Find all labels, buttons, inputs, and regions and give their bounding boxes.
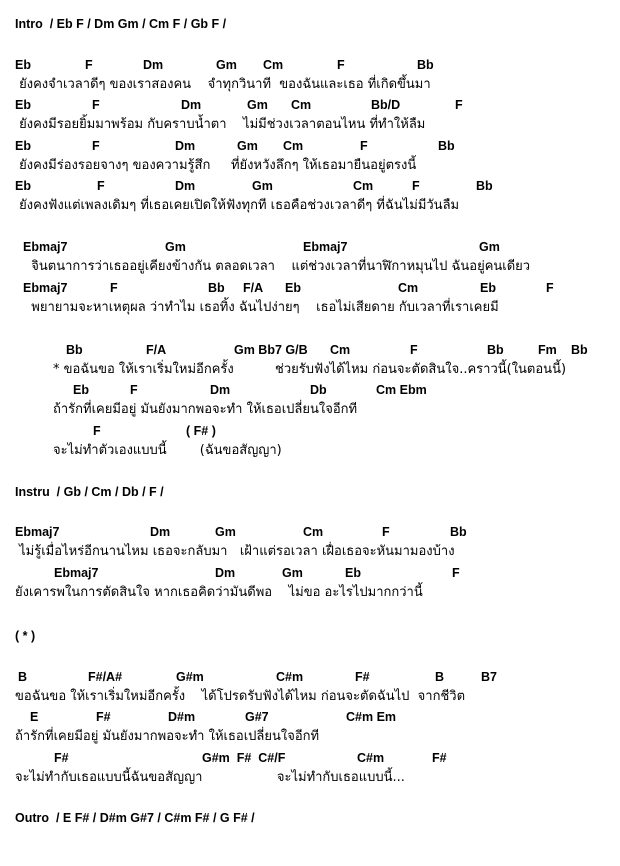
lyric-text: * ขอฉันขอ ให้เราเริ่มใหม่อีกครั้ง ช่วยรับฟังได้ไหม ก่อนจะตัดสินใจ..คราวนี้(ในตอนนี้) bbox=[53, 362, 567, 377]
chord: Dm bbox=[143, 58, 164, 72]
lyric-text: ยังคงมีรอยยิ้มมาพร้อม กับคราบน้ำตา ไม่มีช่วงเวลาตอนไหน ที่ทำให้ลืม bbox=[15, 117, 426, 132]
chord-line bbox=[0, 564, 620, 582]
outro-label: Outro / E F# / D#m G#7 / C#m F# / G F# / bbox=[15, 811, 255, 825]
chord: Cm bbox=[353, 179, 374, 193]
lyric-line bbox=[0, 361, 620, 379]
chord: G#m F# C#/F bbox=[202, 751, 286, 765]
chord-line bbox=[0, 177, 620, 195]
chord: Fm bbox=[538, 343, 557, 357]
chord: F bbox=[130, 383, 138, 397]
chord: F# bbox=[96, 710, 111, 724]
chord: Gm bbox=[215, 525, 236, 539]
chord: Cm bbox=[291, 98, 312, 112]
chord: Cm bbox=[398, 281, 419, 295]
chord: Bb bbox=[438, 139, 455, 153]
chord: C#m bbox=[357, 751, 385, 765]
chord: Gm bbox=[216, 58, 237, 72]
chord: Cm bbox=[330, 343, 351, 357]
intro-line bbox=[0, 15, 620, 33]
chord: Eb bbox=[15, 179, 31, 193]
chord: Gm bbox=[282, 566, 303, 580]
chord-line bbox=[0, 238, 620, 256]
chord: F# bbox=[54, 751, 69, 765]
lyric-text: ไม่รู้เมื่อไหร่อีกนานไหม เธอจะกลับมา เฝ้าแต่รอเวลา เฝื่อเธอจะหันมามองบ้าง bbox=[15, 544, 455, 559]
chord: F/A bbox=[243, 281, 264, 295]
chord: Eb bbox=[15, 58, 31, 72]
chord: Dm bbox=[181, 98, 202, 112]
chord: Cm bbox=[283, 139, 304, 153]
chord: B bbox=[435, 670, 445, 684]
lyric-line bbox=[0, 299, 620, 317]
chord: Eb bbox=[15, 139, 31, 153]
chord: F bbox=[85, 58, 93, 72]
chord: F#/A# bbox=[88, 670, 123, 684]
chord: Eb bbox=[73, 383, 89, 397]
chord: Dm bbox=[175, 139, 196, 153]
chord: Eb bbox=[480, 281, 496, 295]
chord: Gm bbox=[165, 240, 186, 254]
chord: ( F# ) bbox=[186, 424, 216, 438]
lyric-text: จะไม่ทำตัวเองแบบนี้ (ฉันขอสัญญา) bbox=[53, 443, 282, 458]
lyric-line bbox=[0, 688, 620, 706]
lyric-line bbox=[0, 769, 620, 787]
chord-line bbox=[0, 137, 620, 155]
chord: F bbox=[410, 343, 418, 357]
chord: Bb bbox=[487, 343, 504, 357]
chord: F bbox=[455, 98, 463, 112]
chord: Bb bbox=[450, 525, 467, 539]
lyric-line bbox=[0, 76, 620, 94]
chord: G#7 bbox=[245, 710, 269, 724]
chord: Eb bbox=[345, 566, 361, 580]
lyric-line bbox=[0, 543, 620, 561]
lyric-text: พยายามจะหาเหตุผล ว่าทำไม เธอทิ้ง ฉันไปง่ายๆ เธอไม่เสียดาย กับเวลาที่เราเคยมี bbox=[23, 300, 499, 315]
chord: Ebmaj7 bbox=[15, 525, 60, 539]
chord-line bbox=[0, 708, 620, 726]
chord: Ebmaj7 bbox=[23, 240, 68, 254]
chord: F bbox=[97, 179, 105, 193]
chord: F bbox=[382, 525, 390, 539]
chord-line bbox=[0, 381, 620, 399]
chord: F bbox=[546, 281, 554, 295]
lyric-line bbox=[0, 258, 620, 276]
chord: F# bbox=[432, 751, 447, 765]
repeat-marker-line bbox=[0, 627, 620, 645]
chord: Bb bbox=[66, 343, 83, 357]
chord: B bbox=[18, 670, 28, 684]
chord: Db bbox=[310, 383, 327, 397]
chord-line bbox=[0, 279, 620, 297]
chord: F bbox=[92, 139, 100, 153]
lyric-text: ยังคงมีร่องรอยจางๆ ของความรู้สึก ที่ยังหวังลึกๆ ให้เธอมายืนอยู่ตรงนี้ bbox=[15, 158, 417, 173]
chord: Gm bbox=[252, 179, 273, 193]
chord: Dm bbox=[210, 383, 231, 397]
chord-line bbox=[0, 341, 620, 359]
chord: Eb bbox=[285, 281, 301, 295]
chord: F/A bbox=[146, 343, 167, 357]
chord: D#m bbox=[168, 710, 196, 724]
chord: B7 bbox=[481, 670, 497, 684]
chord-line bbox=[0, 56, 620, 74]
instru-line bbox=[0, 483, 620, 501]
chord-line bbox=[0, 523, 620, 541]
chord: F bbox=[360, 139, 368, 153]
lyric-text: ยังคงฟังแต่เพลงเดิมๆ ที่เธอเคยเปิดให้ฟังทุกที เธอคือช่วงเวลาดีๆ ที่ฉันไม่มีวันลืม bbox=[15, 198, 460, 213]
chord-line bbox=[0, 749, 620, 767]
lyric-line bbox=[0, 401, 620, 419]
chord-line bbox=[0, 96, 620, 114]
chord: Dm bbox=[175, 179, 196, 193]
chord: F bbox=[93, 424, 101, 438]
chord: Ebmaj7 bbox=[303, 240, 348, 254]
chord: F bbox=[412, 179, 420, 193]
chord: Dm bbox=[150, 525, 171, 539]
lyric-text: ถ้ารักที่เคยมีอยู่ มันยังมากพอจะทำ ให้เธอเปลี่ยนใจอีกที bbox=[53, 402, 358, 417]
chord: Bb/D bbox=[371, 98, 401, 112]
lyric-text: ถ้ารักที่เคยมีอยู่ มันยังมากพอจะทำ ให้เธอเปลี่ยนใจอีกที bbox=[15, 729, 320, 744]
chord: E bbox=[30, 710, 39, 724]
chord: Gm bbox=[247, 98, 268, 112]
lyric-text: ขอฉันขอ ให้เราเริ่มใหม่อีกครั้ง ได้โปรดรับฟังได้ไหม ก่อนจะตัดฉันไป จากชีวิต bbox=[15, 689, 466, 704]
chord-line bbox=[0, 422, 620, 440]
chord: Ebmaj7 bbox=[23, 281, 68, 295]
outro-line bbox=[0, 809, 620, 827]
lyric-line bbox=[0, 584, 620, 602]
intro-label: Intro / Eb F / Dm Gm / Cm F / Gb F / bbox=[15, 17, 227, 31]
chord: Ebmaj7 bbox=[54, 566, 99, 580]
chord: F bbox=[92, 98, 100, 112]
chord: Gm Bb7 G/B bbox=[234, 343, 308, 357]
chord: Bb bbox=[571, 343, 588, 357]
chord: Bb bbox=[476, 179, 493, 193]
lyric-line bbox=[0, 442, 620, 460]
lyric-text: จินตนาการว่าเธออยู่เคียงข้างกัน ตลอดเวลา แต่ช่วงเวลาที่นาฬิกาหมุนไป ฉันอยู่คนเดียว bbox=[23, 259, 531, 274]
lyric-line bbox=[0, 197, 620, 215]
chord: Bb bbox=[417, 58, 434, 72]
chord: Bb bbox=[208, 281, 225, 295]
chord: C#m Em bbox=[346, 710, 397, 724]
lyric-text: ยังเคารพในการตัดสินใจ หากเธอคิดว่ามันดีพอ ไม่ขอ อะไรไปมากกว่านี้ bbox=[15, 585, 423, 600]
chord: Dm bbox=[215, 566, 236, 580]
lyric-line bbox=[0, 728, 620, 746]
chord: Cm Ebm bbox=[376, 383, 427, 397]
chord: Eb bbox=[15, 98, 31, 112]
lyric-text: ยังคงจำเวลาดีๆ ของเราสองคน จำทุกวินาที ของฉันและเธอ ที่เกิดขึ้นมา bbox=[15, 77, 431, 92]
chord: Gm bbox=[479, 240, 500, 254]
chord: Gm bbox=[237, 139, 258, 153]
chord: F bbox=[110, 281, 118, 295]
lyric-text: จะไม่ทำกับเธอแบบนี้ฉันขอสัญญา จะไม่ทำกับเธอแบบนี้... bbox=[15, 770, 405, 785]
chord: F# bbox=[355, 670, 370, 684]
chord: Cm bbox=[263, 58, 284, 72]
chord: F bbox=[337, 58, 345, 72]
lyric-line bbox=[0, 157, 620, 175]
instru-label: Instru / Gb / Cm / Db / F / bbox=[15, 485, 164, 499]
chord-line bbox=[0, 668, 620, 686]
chord: F bbox=[452, 566, 460, 580]
chord: Cm bbox=[303, 525, 324, 539]
chord: G#m bbox=[176, 670, 204, 684]
lyric-line bbox=[0, 116, 620, 134]
repeat-marker: ( * ) bbox=[15, 629, 36, 643]
chord: C#m bbox=[276, 670, 304, 684]
